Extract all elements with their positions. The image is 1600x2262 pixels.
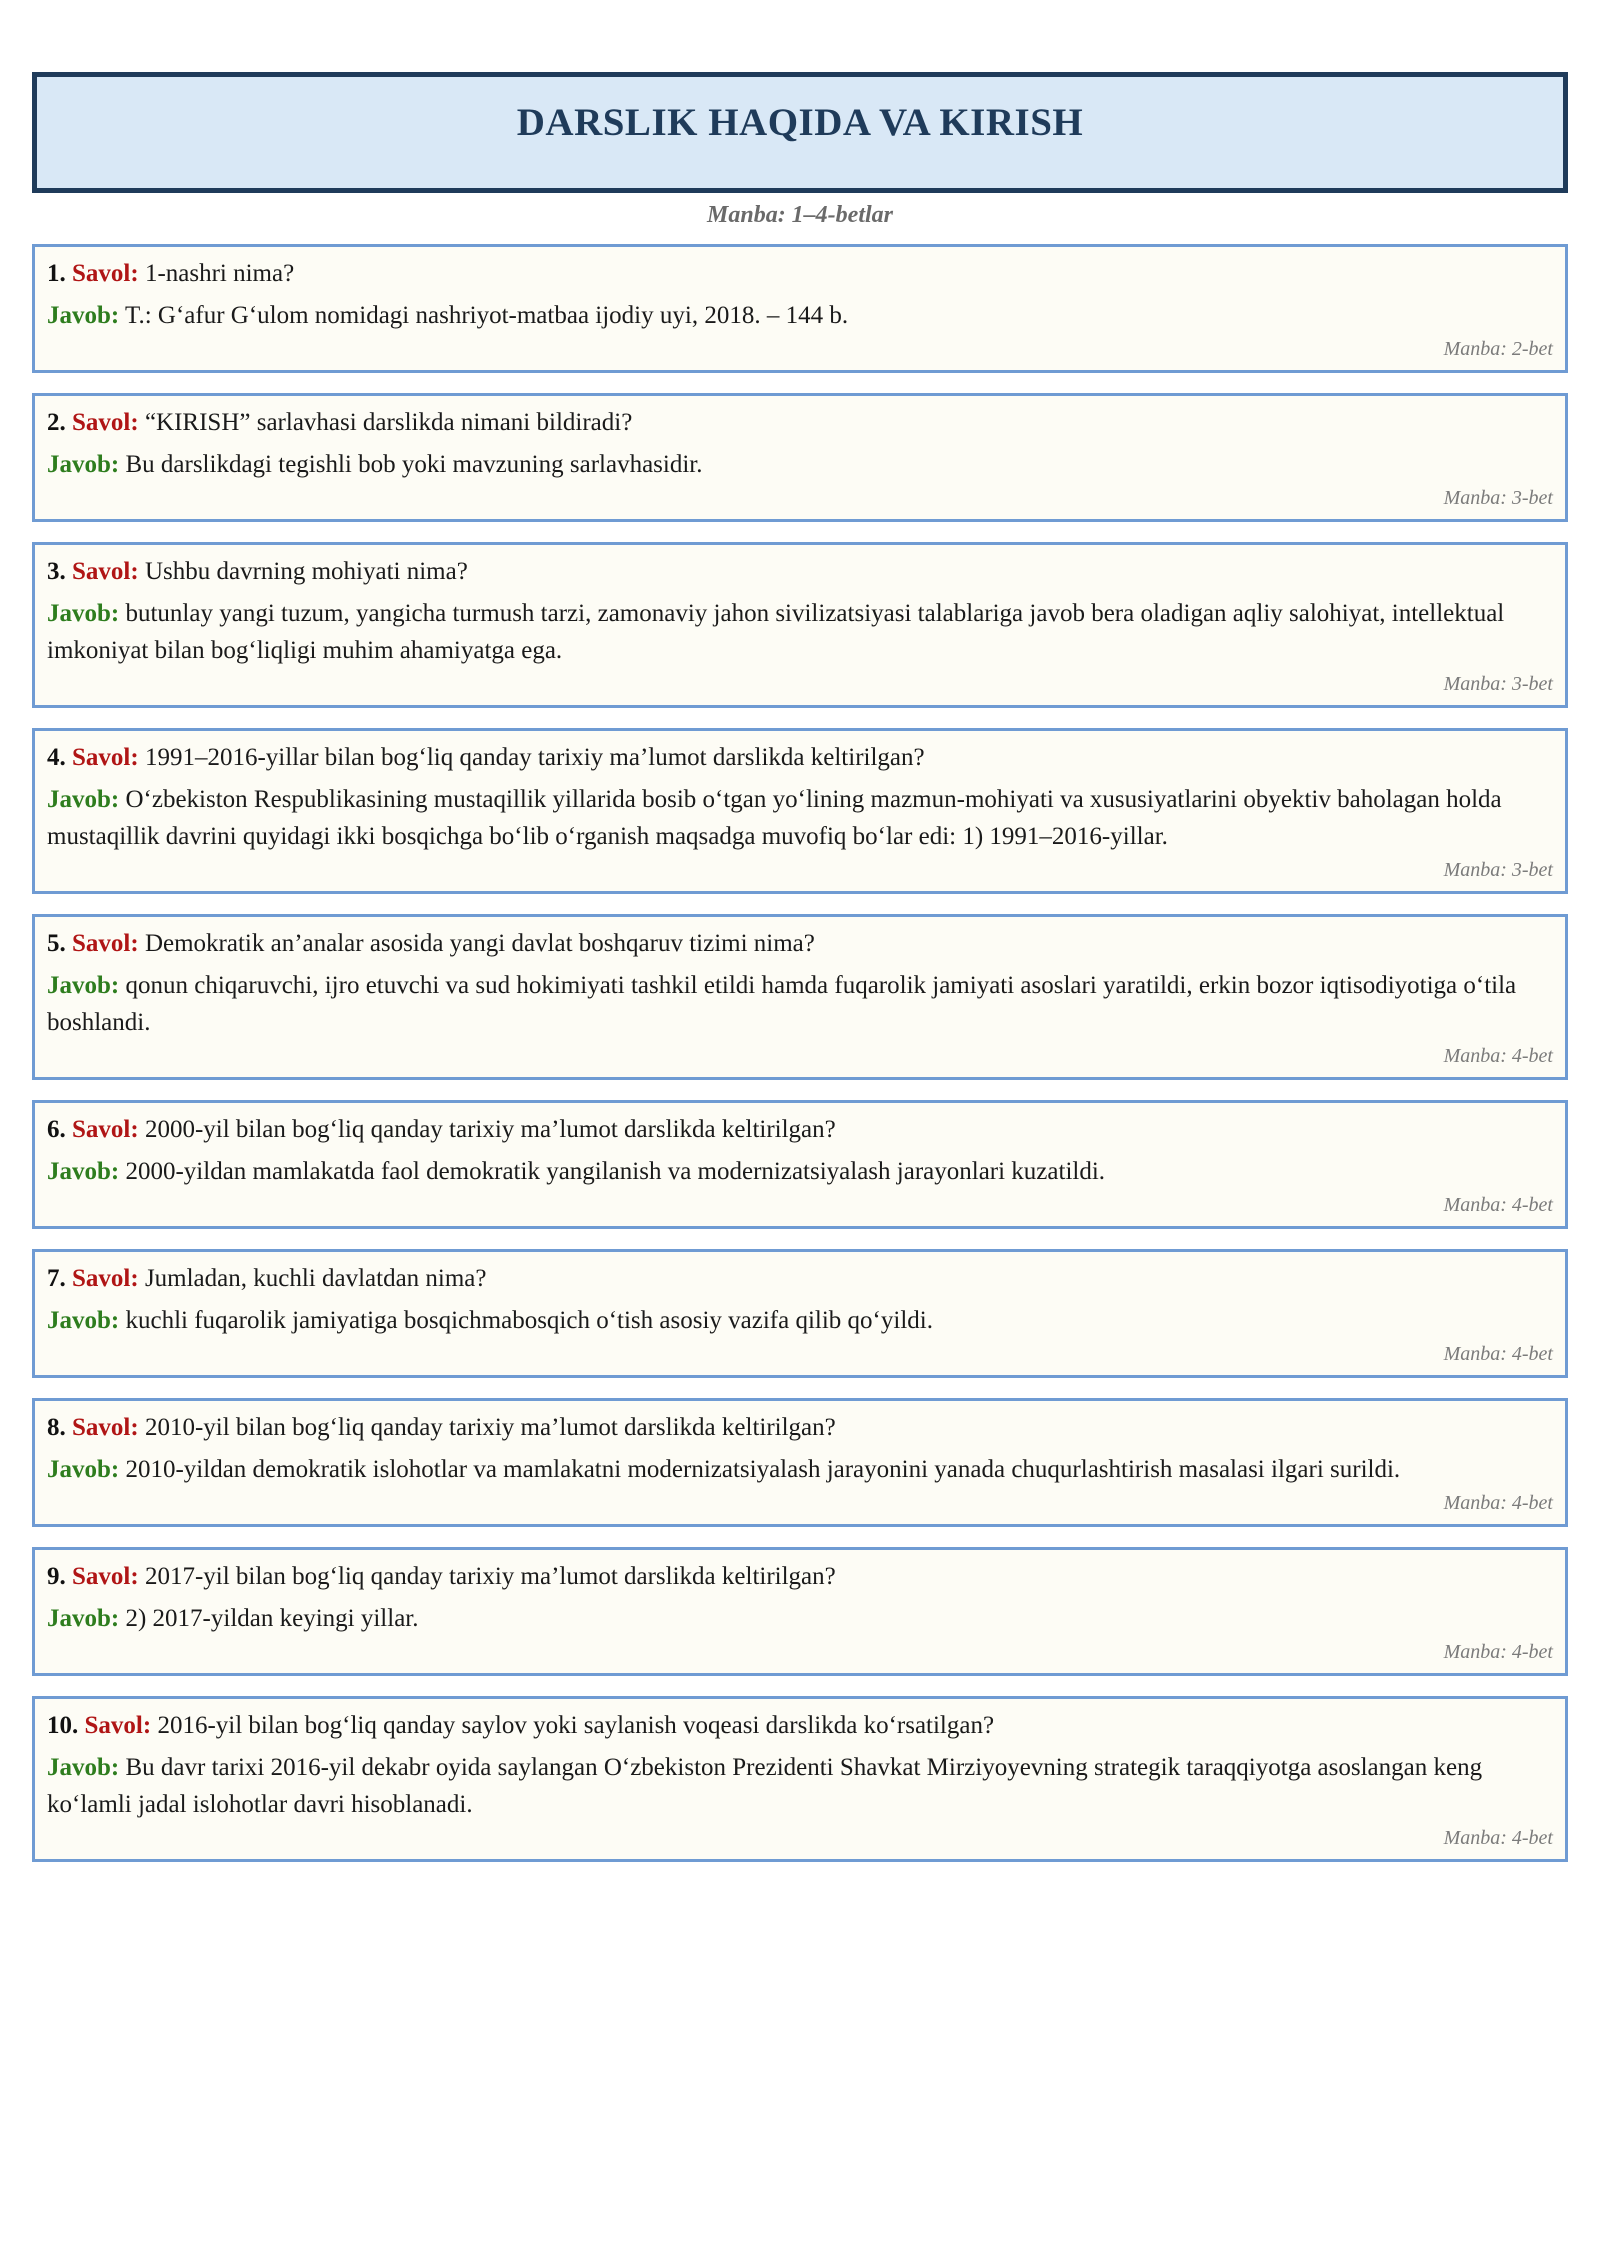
qa-card: [32, 1100, 1568, 1229]
answer-text: 2000-yildan mamlakatda faol demokratik yangilanish va modernizatsiyalash jarayonlari kuzatildi.: [125, 1158, 1106, 1185]
answer-line: [47, 446, 1553, 483]
question-label: Savol:: [72, 744, 139, 771]
question-line: [47, 1409, 1553, 1446]
question-label: Savol:: [84, 1712, 152, 1739]
question-number: 5.: [47, 930, 66, 957]
question-number: 9.: [47, 1563, 66, 1590]
question-text: Jumladan, kuchli davlatdan nima?: [144, 1265, 487, 1292]
card-source: Manba: 4-bet: [1443, 1343, 1553, 1365]
question-label: Savol:: [72, 1116, 139, 1143]
answer-label: Javob:: [47, 1754, 120, 1781]
question-text: 2000-yil bilan bog‘liq qanday tarixiy ma’lumot darslikda keltirilgan?: [144, 1116, 836, 1143]
source-range: Manba: 1–4-betlar: [707, 202, 893, 228]
answer-label: Javob:: [47, 302, 120, 329]
answer-line: [47, 1749, 1553, 1823]
answer-line: [47, 781, 1553, 855]
question-text: 1-nashri nima?: [144, 260, 295, 287]
question-text: 2010-yil bilan bog‘liq qanday tarixiy ma’lumot darslikda keltirilgan?: [144, 1414, 836, 1441]
answer-label: Javob:: [47, 1307, 120, 1334]
answer-label: Javob:: [47, 600, 120, 627]
qa-card: [32, 1398, 1568, 1527]
card-source: Manba: 4-bet: [1443, 1194, 1553, 1216]
qa-card: [32, 1696, 1568, 1862]
question-number: 2.: [47, 409, 66, 436]
card-source: Manba: 3-bet: [1443, 673, 1553, 695]
question-label: Savol:: [72, 558, 139, 585]
card-source: Manba: 4-bet: [1443, 1492, 1553, 1514]
answer-line: [47, 297, 1553, 334]
answer-text: Bu davr tarixi 2016-yil dekabr oyida saylangan O‘zbekiston Prezidenti Shavkat Mirziyoyevning strategik taraqqiyotga asoslangan keng ko‘lamli jadal islohotlar davri hisoblanadi.: [47, 1754, 1483, 1818]
answer-line: [47, 595, 1553, 669]
question-number: 10.: [47, 1712, 79, 1739]
answer-line: [47, 1153, 1553, 1190]
answer-line: [47, 1600, 1553, 1637]
answer-label: Javob:: [47, 1158, 120, 1185]
question-line: [47, 1111, 1553, 1148]
card-source: Manba: 2-bet: [1443, 338, 1553, 360]
card-source: Manba: 3-bet: [1443, 859, 1553, 881]
answer-text: O‘zbekiston Respublikasining mustaqillik yillarida bosib o‘tgan yo‘lining mazmun-mohiyati va xususiyatlarini obyektiv baholagan holda mustaqillik davrini quyidagi ikki bosqichga bo‘lib o‘rganish maqsadga muvofiq bo‘lar edi: 1) 1991–2016-yillar.: [47, 786, 1502, 850]
answer-label: Javob:: [47, 972, 120, 999]
answer-label: Javob:: [47, 1456, 120, 1483]
answer-text: T.: G‘afur G‘ulom nomidagi nashriyot-matbaa ijodiy uyi, 2018. – 144 b.: [125, 302, 849, 329]
question-number: 1.: [47, 260, 66, 287]
answer-text: Bu darslikdagi tegishli bob yoki mavzuning sarlavhasidir.: [125, 451, 703, 478]
question-text: 2016-yil bilan bog‘liq qanday saylov yoki saylanish voqeasi darslikda ko‘rsatilgan?: [157, 1712, 995, 1739]
question-label: Savol:: [72, 409, 139, 436]
answer-line: [47, 1451, 1553, 1488]
qa-card: [32, 1249, 1568, 1378]
question-text: 1991–2016-yillar bilan bog‘liq qanday tarixiy ma’lumot darslikda keltirilgan?: [144, 744, 925, 771]
qa-card: [32, 728, 1568, 894]
question-label: Savol:: [72, 1414, 139, 1441]
title-banner: [32, 72, 1568, 193]
qa-card: [32, 542, 1568, 708]
question-label: Savol:: [72, 930, 139, 957]
answer-label: Javob:: [47, 451, 120, 478]
question-line: [47, 925, 1553, 962]
document-page: [32, 72, 1568, 1882]
question-line: [47, 553, 1553, 590]
answer-line: [47, 967, 1553, 1041]
question-text: 2017-yil bilan bog‘liq qanday tarixiy ma’lumot darslikda keltirilgan?: [144, 1563, 836, 1590]
card-source: Manba: 4-bet: [1443, 1827, 1553, 1849]
answer-text: qonun chiqaruvchi, ijro etuvchi va sud hokimiyati tashkil etildi hamda fuqarolik jamiyati asoslari yaratildi, erkin bozor iqtisodiyotiga o‘tila boshlandi.: [47, 972, 1517, 1036]
qa-card: [32, 914, 1568, 1080]
question-number: 4.: [47, 744, 66, 771]
question-number: 7.: [47, 1265, 66, 1292]
answer-text: butunlay yangi tuzum, yangicha turmush tarzi, zamonaviy jahon sivilizatsiyasi talablariga javob bera oladigan aqliy salohiyat, intellektual imkoniyat bilan bog‘liqligi muhim ahamiyatga ega.: [47, 600, 1505, 664]
question-label: Savol:: [72, 260, 139, 287]
answer-line: [47, 1302, 1553, 1339]
question-line: [47, 739, 1553, 776]
question-label: Savol:: [72, 1265, 139, 1292]
qa-list: [32, 244, 1568, 1862]
answer-text: 2) 2017-yildan keyingi yillar.: [125, 1605, 419, 1632]
question-line: [47, 255, 1553, 292]
answer-text: kuchli fuqarolik jamiyatiga bosqichmabosqich o‘tish asosiy vazifa qilib qo‘yildi.: [125, 1307, 933, 1334]
question-text: Demokratik an’analar asosida yangi davlat boshqaruv tizimi nima?: [144, 930, 815, 957]
answer-text: 2010-yildan demokratik islohotlar va mamlakatni modernizatsiyalash jarayonini yanada chuqurlashtirish masalasi ilgari surildi.: [125, 1456, 1401, 1483]
question-number: 6.: [47, 1116, 66, 1143]
answer-label: Javob:: [47, 1605, 120, 1632]
question-line: [47, 1707, 1553, 1744]
question-text: “KIRISH” sarlavhasi darslikda nimani bildiradi?: [144, 409, 633, 436]
question-label: Savol:: [72, 1563, 139, 1590]
page-title: DARSLIK HAQIDA VA KIRISH: [516, 101, 1084, 144]
card-source: Manba: 4-bet: [1443, 1045, 1553, 1067]
question-line: [47, 404, 1553, 441]
qa-card: [32, 244, 1568, 373]
question-line: [47, 1558, 1553, 1595]
qa-card: [32, 1547, 1568, 1676]
question-text: Ushbu davrning mohiyati nima?: [144, 558, 468, 585]
question-number: 8.: [47, 1414, 66, 1441]
card-source: Manba: 4-bet: [1443, 1641, 1553, 1663]
card-source: Manba: 3-bet: [1443, 487, 1553, 509]
question-line: [47, 1260, 1553, 1297]
question-number: 3.: [47, 558, 66, 585]
answer-label: Javob:: [47, 786, 120, 813]
qa-card: [32, 393, 1568, 522]
